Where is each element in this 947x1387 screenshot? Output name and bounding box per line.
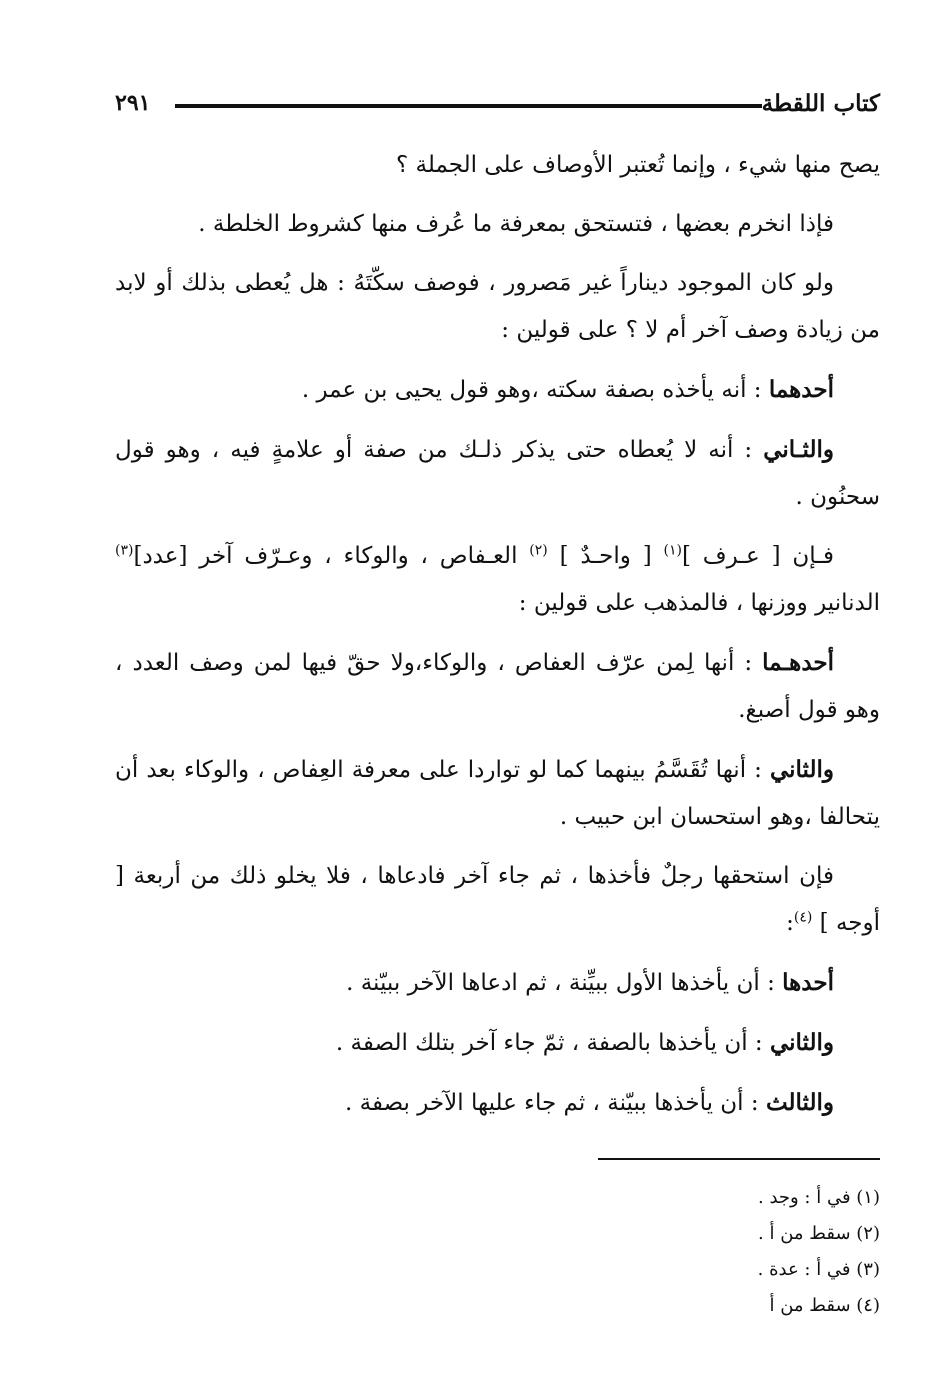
footnotes bbox=[480, 1180, 880, 1324]
paragraph: والثاني : أنها تُقَسَّمُ بينهما كما لو تواردا على معرفة العِفاص ، والوكاء بعد أن يتحالفا ،وهو استحسان ابن حبيب . bbox=[115, 756, 880, 830]
case-item: والثالث : أن يأخذها ببيّنة ، ثم جاء عليها الآخر بصفة . bbox=[345, 1089, 834, 1116]
footnote-ref: (١) bbox=[663, 542, 682, 559]
lead-word: أحدهما bbox=[768, 376, 834, 403]
footnote-separator bbox=[598, 1158, 880, 1160]
paragraph: يصح منها شيء ، وإنما تُعتبر الأوصاف على الجملة ؟ bbox=[395, 152, 880, 178]
paragraph: أحدهما : أنه يأخذه بصفة سكته ،وهو قول يحيى بن عمر . bbox=[301, 376, 834, 403]
page-number: ٢٩١ bbox=[115, 90, 151, 116]
paragraph: فإذا انخرم بعضها ، فتستحق بمعرفة ما عُرف منها كشروط الخلطة . bbox=[198, 211, 834, 237]
paragraph-with-footnotes: فـإن [ عـرف ]$^{(١)}$ [ واحـدٌ ] $^{(٢)}$ العـفاص ، والوكاء ، وعـرّف آخر [عدد]$^{(٣)}$ الدنانير ووزنها ، فالمذهب على قولين : bbox=[115, 542, 880, 616]
footnote: (٣) في أ : عدة . bbox=[757, 1259, 880, 1280]
paragraph: أحدهـما : أنها لِمن عرّف العفاص ، والوكاء،ولا حقّ فيها لمن وصف العدد ، وهو قول أصبغ. bbox=[115, 649, 880, 723]
header-rule bbox=[175, 104, 762, 108]
lead-word: أحدهـما bbox=[762, 649, 834, 676]
lead-word: والثاني bbox=[769, 756, 834, 783]
footnote-ref: (٢) bbox=[529, 542, 548, 559]
lead-word: والثاني bbox=[769, 1029, 834, 1056]
lead-word: أحدها bbox=[782, 969, 834, 996]
case-item: أحدها : أن يأخذها الأول ببيِّنة ، ثم ادعاها الآخر ببيّنة . bbox=[346, 969, 834, 996]
main-text bbox=[115, 142, 880, 1139]
chapter-title: كتاب اللقطة bbox=[761, 90, 880, 117]
footnote: (٢) سقط من أ . bbox=[758, 1223, 880, 1244]
paragraph-with-footnote: فإن استحقها رجلٌ فأخذها ، ثم جاء آخر فادعاها ، فلا يخلو ذلك من أربعة [ أوجه ] $^{(٤)}$: bbox=[115, 863, 880, 936]
running-header bbox=[115, 90, 880, 124]
paragraph: ولو كان الموجود ديناراً غير مَصرور ، فوصف سكّتَهُ : هل يُعطى بذلك أو لابد من زيادة وصف آخر أم لا ؟ على قولين : bbox=[115, 270, 880, 343]
lead-word: والثالث bbox=[765, 1089, 834, 1116]
paragraph: والثـاني : أنه لا يُعطاه حتى يذكر ذلـك من صفة أو علامةٍ فيه ، وهو قول سحنُون . bbox=[115, 436, 880, 510]
footnote-ref: (٣) bbox=[115, 542, 134, 559]
case-item: والثاني : أن يأخذها بالصفة ، ثمّ جاء آخر بتلك الصفة . bbox=[335, 1029, 834, 1056]
footnote-ref: (٤) bbox=[793, 909, 813, 926]
footnote: (٤) سقط من أ bbox=[769, 1295, 880, 1316]
footnote: (١) في أ : وجد . bbox=[758, 1187, 880, 1208]
lead-word: والثـاني bbox=[763, 436, 834, 463]
